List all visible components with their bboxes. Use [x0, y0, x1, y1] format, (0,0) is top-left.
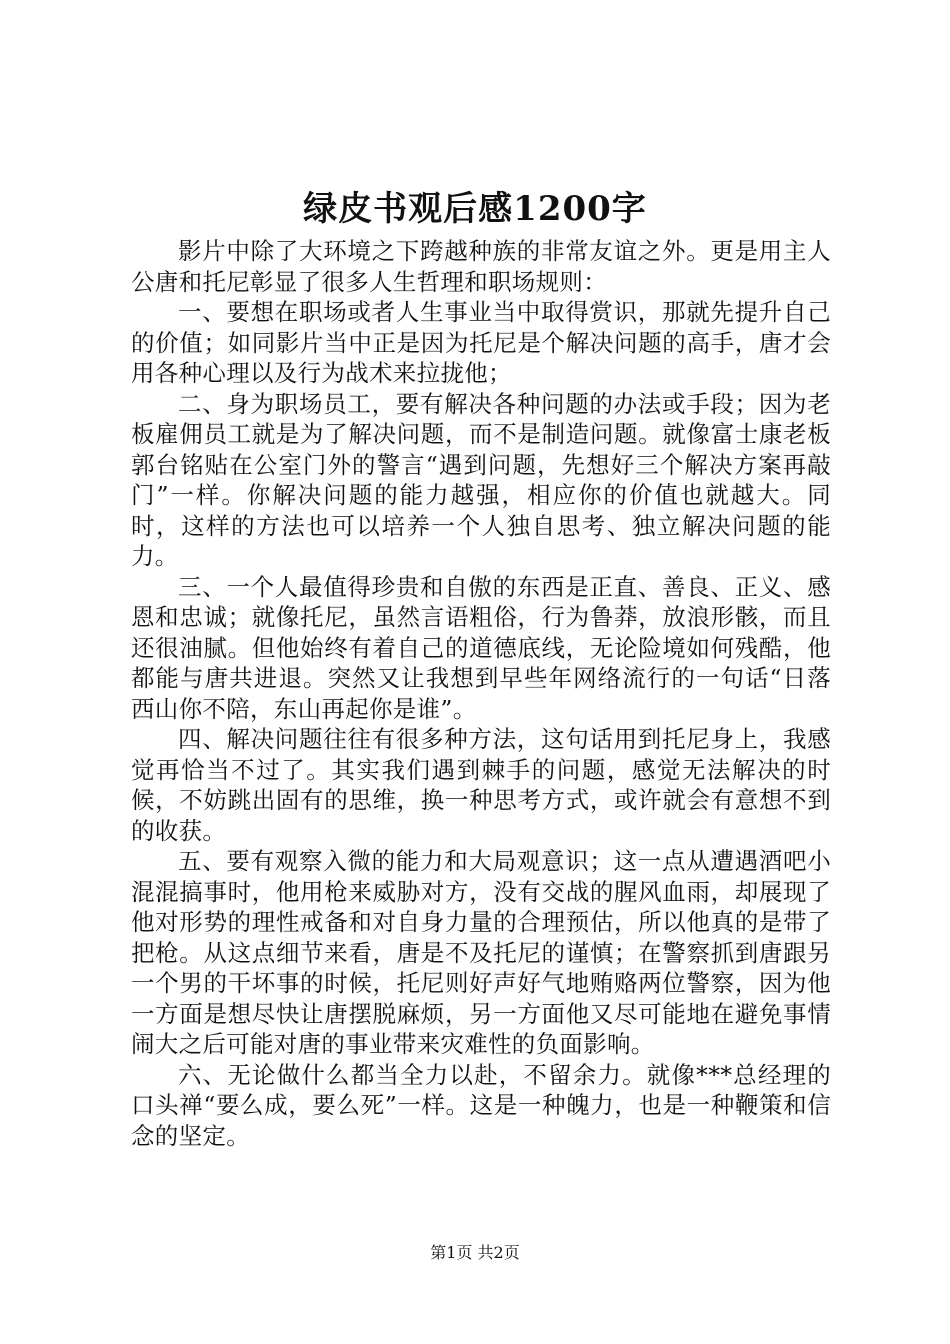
paragraph-point-5: 五、要有观察入微的能力和大局观意识；这一点从遭遇酒吧小混混搞事时，他用枪来威胁对方，没有交战的腥风血雨，却展现了他对形势的理性戒备和对自身力量的合理预估，所以他真的是带了把枪。从这点细节来看，唐是不及托尼的谨慎；在警察抓到唐跟另一个男的干坏事的时候，托尼则好声好气地贿赂两位警察，因为他一方面是想尽快让唐摆脱麻烦，另一方面他又尽可能地在避免事情闹大之后可能对唐的事业带来灾难性的负面影响。 [131, 847, 831, 1058]
page-footer: 第1页 共2页 [430, 1243, 520, 1262]
paragraph-point-6: 六、无论做什么都当全力以赴，不留余力。就像***总经理的口头禅“要么成，要么死”一样。这是一种魄力，也是一种鞭策和信念的坚定。 [131, 1060, 831, 1150]
paragraph-point-1: 一、要想在职场或者人生事业当中取得赏识，那就先提升自己的价值；如同影片当中正是因为托尼是个解决问题的高手，唐才会用各种心理以及行为战术来拉拢他； [131, 298, 831, 387]
paragraph-point-3: 三、一个人最值得珍贵和自傲的东西是正直、善良、正义、感恩和忠诚；就像托尼，虽然言语粗俗，行为鲁莽，放浪形骸，而且还很油腻。但他始终有着自己的道德底线，无论险境如何残酷，他都能与唐共进退。突然又让我想到早些年网络流行的一句话“日落西山你不陪，东山再起你是谁”。 [131, 572, 831, 723]
document-body [131, 236, 831, 1151]
paragraph-point-4: 四、解决问题往往有很多种方法，这句话用到托尼身上，我感觉再恰当不过了。其实我们遇到棘手的问题，感觉无法解决的时候，不妨跳出固有的思维，换一种思考方式，或许就会有意想不到的收获。 [131, 725, 831, 845]
paragraph-intro: 影片中除了大环境之下跨越种族的非常友谊之外。更是用主人公唐和托尼彰显了很多人生哲理和职场规则： [131, 237, 831, 296]
document-title: 绿皮书观后感1200字 [303, 189, 647, 229]
paragraph-point-2: 二、身为职场员工，要有解决各种问题的办法或手段；因为老板雇佣员工就是为了解决问题，而不是制造问题。就像富士康老板郭台铭贴在公室门外的警言“遇到问题，先想好三个解决方案再敲门”一样。你解决问题的能力越强，相应你的价值也就越大。同时，这样的方法也可以培养一个人独自思考、独立解决问题的能力。 [131, 389, 831, 570]
